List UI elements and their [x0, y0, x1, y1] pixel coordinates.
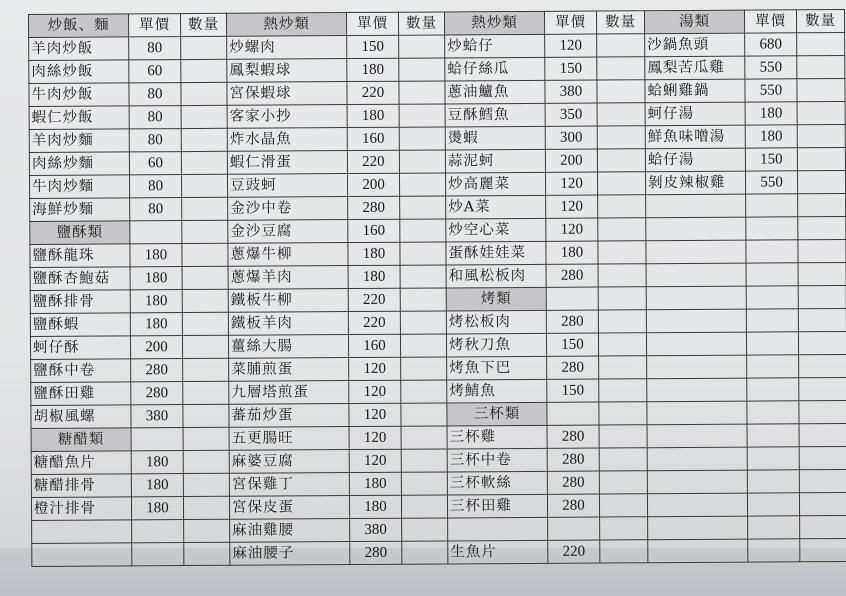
dish-price: 180 — [349, 472, 401, 495]
quantity-cell[interactable] — [798, 240, 846, 263]
dish-name — [32, 543, 132, 567]
quantity-cell[interactable] — [797, 148, 845, 171]
quantity-cell[interactable] — [598, 287, 646, 310]
dish-name: 菜脯煎蛋 — [229, 358, 349, 382]
quantity-column-header: 數量 — [596, 11, 644, 34]
quantity-column-header: 數量 — [181, 13, 227, 36]
quantity-cell[interactable] — [183, 427, 229, 450]
quantity-column-header: 數量 — [796, 10, 844, 33]
dish-name: 蔥爆羊肉 — [228, 266, 348, 290]
dish-price: 80 — [129, 175, 181, 198]
dish-name: 糖醋排骨 — [31, 474, 131, 498]
dish-name: 麻油腰子 — [230, 542, 350, 566]
dish-name — [648, 516, 748, 540]
dish-price: 280 — [131, 359, 183, 382]
dish-name: 燙蝦 — [445, 126, 545, 150]
quantity-cell[interactable] — [599, 425, 647, 448]
dish-price — [547, 402, 599, 425]
dish-name: 豆豉蚵 — [227, 174, 347, 198]
dish-name: 蛤仔湯 — [645, 148, 745, 172]
dish-name — [647, 470, 747, 494]
dish-name: 和風松板肉 — [446, 264, 546, 288]
price-column-header: 單價 — [744, 10, 796, 33]
dish-price: 280 — [547, 425, 599, 448]
dish-price: 120 — [349, 403, 401, 426]
quantity-cell[interactable] — [400, 242, 446, 265]
quantity-cell[interactable] — [799, 401, 846, 424]
dish-name: 鳳梨苦瓜雞 — [645, 56, 745, 80]
dish-price — [746, 263, 798, 286]
quantity-cell[interactable] — [183, 473, 229, 496]
dish-price: 180 — [349, 495, 401, 518]
quantity-cell[interactable] — [598, 241, 646, 264]
dish-price: 160 — [348, 219, 400, 242]
quantity-cell[interactable] — [400, 311, 446, 334]
dish-price — [747, 424, 799, 447]
dish-name — [648, 539, 748, 563]
quantity-cell[interactable] — [182, 243, 228, 266]
dish-name: 三杯雞 — [447, 425, 547, 449]
dish-price — [548, 517, 600, 540]
quantity-cell[interactable] — [401, 380, 447, 403]
dish-name: 烤鯖魚 — [447, 379, 547, 403]
dish-price: 120 — [546, 218, 598, 241]
dish-price: 150 — [745, 148, 797, 171]
quantity-cell[interactable] — [399, 58, 445, 81]
dish-price: 380 — [131, 405, 183, 428]
dish-price: 150 — [546, 333, 598, 356]
dish-price: 120 — [349, 380, 401, 403]
quantity-cell[interactable] — [797, 102, 845, 125]
quantity-cell[interactable] — [797, 79, 845, 102]
quantity-cell[interactable] — [181, 128, 227, 151]
quantity-cell[interactable] — [798, 263, 846, 286]
dish-name: 肉絲炒飯 — [29, 60, 129, 84]
quantity-cell[interactable] — [400, 288, 446, 311]
dish-price — [746, 240, 798, 263]
quantity-cell[interactable] — [183, 404, 229, 427]
dish-price: 80 — [129, 37, 181, 60]
dish-price: 150 — [347, 35, 399, 58]
quantity-cell[interactable] — [400, 196, 446, 219]
dish-name: 宮保皮蛋 — [229, 496, 349, 520]
dish-price — [132, 520, 184, 543]
quantity-cell[interactable] — [399, 104, 445, 127]
dish-name: 金沙中卷 — [228, 197, 348, 221]
quantity-cell[interactable] — [181, 174, 227, 197]
dish-name: 牛肉炒飯 — [29, 83, 129, 107]
quantity-cell[interactable] — [599, 448, 647, 471]
quantity-cell[interactable] — [597, 57, 645, 80]
quantity-cell[interactable] — [182, 220, 228, 243]
dish-price: 120 — [545, 172, 597, 195]
dish-name — [647, 378, 747, 402]
dish-name: 羊肉炒麵 — [29, 129, 129, 153]
dish-price: 680 — [745, 33, 797, 56]
quantity-cell[interactable] — [401, 403, 447, 426]
quantity-cell[interactable] — [599, 379, 647, 402]
dish-price — [747, 470, 799, 493]
dish-price: 180 — [130, 313, 182, 336]
dish-price — [747, 378, 799, 401]
price-column-header: 單價 — [129, 14, 181, 37]
dish-price: 550 — [745, 56, 797, 79]
dish-price: 280 — [350, 541, 402, 564]
dish-name: 烤松板肉 — [446, 310, 546, 334]
dish-price: 60 — [129, 152, 181, 175]
dish-price: 160 — [348, 334, 400, 357]
dish-name — [647, 355, 747, 379]
dish-name: 蛋酥娃娃菜 — [446, 241, 546, 265]
category-header: 熱炒類 — [444, 11, 544, 35]
dish-price: 200 — [545, 149, 597, 172]
quantity-cell[interactable] — [402, 518, 448, 541]
dish-name — [647, 401, 747, 425]
dish-price: 180 — [131, 474, 183, 497]
dish-name: 蔥爆牛柳 — [228, 243, 348, 267]
dish-name — [646, 194, 746, 218]
dish-name — [646, 309, 746, 333]
dish-price: 120 — [349, 426, 401, 449]
dish-name: 炒空心菜 — [446, 218, 546, 242]
dish-name: 鹽酥中卷 — [31, 359, 131, 383]
dish-name: 鐵板羊肉 — [228, 312, 348, 336]
menu-order-table — [28, 9, 846, 567]
quantity-cell[interactable] — [184, 519, 230, 542]
quantity-cell[interactable] — [599, 402, 647, 425]
dish-price: 280 — [131, 382, 183, 405]
dish-price: 350 — [545, 103, 597, 126]
dish-name — [32, 520, 132, 544]
quantity-cell[interactable] — [399, 127, 445, 150]
dish-price: 120 — [349, 357, 401, 380]
dish-name: 鳳梨蝦球 — [227, 59, 347, 83]
quantity-cell[interactable] — [600, 517, 648, 540]
quantity-cell[interactable] — [399, 150, 445, 173]
dish-price: 120 — [545, 34, 597, 57]
dish-name: 麻油雞腰 — [230, 519, 350, 543]
dish-name: 鹽酥排骨 — [30, 290, 130, 314]
dish-name: 蛤蜊雞鍋 — [645, 79, 745, 103]
dish-price — [746, 332, 798, 355]
quantity-cell[interactable] — [183, 358, 229, 381]
quantity-cell[interactable] — [182, 312, 228, 335]
quantity-cell[interactable] — [599, 356, 647, 379]
quantity-cell[interactable] — [798, 217, 846, 240]
quantity-cell[interactable] — [183, 496, 229, 519]
dish-name: 生魚片 — [448, 540, 548, 564]
dish-name — [646, 217, 746, 241]
quantity-cell[interactable] — [799, 355, 846, 378]
dish-price — [748, 516, 800, 539]
quantity-cell[interactable] — [401, 426, 447, 449]
dish-name: 剝皮辣椒雞 — [645, 171, 745, 195]
dish-name — [647, 424, 747, 448]
category-header: 熱炒類 — [226, 13, 346, 37]
dish-name: 炒蛤仔 — [445, 34, 545, 58]
dish-price: 280 — [547, 448, 599, 471]
dish-price — [747, 493, 799, 516]
quantity-cell[interactable] — [799, 447, 846, 470]
quantity-cell[interactable] — [183, 450, 229, 473]
dish-price: 280 — [348, 196, 400, 219]
dish-price: 220 — [347, 81, 399, 104]
quantity-cell[interactable] — [184, 542, 230, 565]
dish-name — [647, 447, 747, 471]
section-header: 鹽酥類 — [30, 221, 130, 245]
quantity-cell[interactable] — [597, 126, 645, 149]
quantity-cell[interactable] — [599, 471, 647, 494]
quantity-cell[interactable] — [399, 173, 445, 196]
dish-name: 鹽酥龍珠 — [30, 244, 130, 268]
quantity-cell[interactable] — [181, 36, 227, 59]
dish-price: 220 — [348, 288, 400, 311]
dish-price — [746, 286, 798, 309]
dish-price: 180 — [745, 102, 797, 125]
dish-name: 三杯中卷 — [447, 448, 547, 472]
dish-price: 80 — [130, 198, 182, 221]
quantity-cell[interactable] — [598, 195, 646, 218]
section-header: 糖醋類 — [31, 428, 131, 452]
dish-name: 炒高麗菜 — [445, 172, 545, 196]
table-row — [32, 539, 846, 567]
quantity-cell[interactable] — [800, 539, 846, 562]
quantity-cell[interactable] — [797, 33, 845, 56]
dish-name: 肉絲炒麵 — [29, 152, 129, 176]
quantity-cell[interactable] — [597, 172, 645, 195]
quantity-cell[interactable] — [598, 310, 646, 333]
quantity-cell[interactable] — [598, 264, 646, 287]
dish-name: 蕃茄炒蛋 — [229, 404, 349, 428]
dish-price: 180 — [347, 104, 399, 127]
quantity-cell[interactable] — [597, 103, 645, 126]
quantity-cell[interactable] — [798, 309, 846, 332]
dish-price — [747, 447, 799, 470]
quantity-cell[interactable] — [598, 218, 646, 241]
quantity-cell[interactable] — [598, 333, 646, 356]
dish-price — [746, 309, 798, 332]
dish-name: 蛤仔絲瓜 — [445, 57, 545, 81]
dish-name: 胡椒風螺 — [31, 405, 131, 429]
dish-name: 宮保雞丁 — [229, 473, 349, 497]
dish-price: 80 — [129, 83, 181, 106]
dish-name — [448, 517, 548, 541]
dish-price: 380 — [545, 80, 597, 103]
dish-name: 鹽酥杏鮑菇 — [30, 267, 130, 291]
dish-name — [646, 332, 746, 356]
quantity-cell[interactable] — [800, 516, 846, 539]
dish-price: 280 — [547, 471, 599, 494]
quantity-cell[interactable] — [400, 219, 446, 242]
quantity-cell[interactable] — [797, 56, 845, 79]
category-header: 炒飯、麵 — [29, 14, 129, 38]
dish-name: 炸水晶魚 — [227, 128, 347, 152]
dish-price: 180 — [347, 58, 399, 81]
dish-price: 180 — [348, 242, 400, 265]
quantity-cell[interactable] — [181, 82, 227, 105]
quantity-cell[interactable] — [597, 149, 645, 172]
quantity-cell[interactable] — [182, 197, 228, 220]
dish-price: 80 — [129, 106, 181, 129]
dish-name: 炒螺肉 — [227, 36, 347, 60]
quantity-cell[interactable] — [399, 81, 445, 104]
section-header: 烤類 — [446, 287, 546, 311]
dish-name: 蚵仔湯 — [645, 102, 745, 126]
quantity-cell[interactable] — [182, 335, 228, 358]
dish-name: 羊肉炒飯 — [29, 37, 129, 61]
dish-price: 180 — [131, 451, 183, 474]
dish-name: 薑絲大腸 — [228, 335, 348, 359]
dish-name — [646, 263, 746, 287]
dish-price — [546, 287, 598, 310]
quantity-cell[interactable] — [402, 541, 448, 564]
quantity-cell[interactable] — [401, 357, 447, 380]
dish-price: 200 — [347, 173, 399, 196]
dish-price: 220 — [347, 150, 399, 173]
section-header: 三杯類 — [447, 402, 547, 426]
dish-price — [747, 355, 799, 378]
dish-price: 160 — [347, 127, 399, 150]
dish-name: 豆酥鱈魚 — [445, 103, 545, 127]
dish-price: 60 — [129, 60, 181, 83]
quantity-cell[interactable] — [401, 472, 447, 495]
dish-price: 150 — [547, 379, 599, 402]
dish-name: 蝦仁炒飯 — [29, 106, 129, 130]
dish-name: 蚵仔酥 — [30, 336, 130, 360]
dish-name: 鮮魚味噌湯 — [645, 125, 745, 149]
category-header: 湯類 — [644, 10, 744, 34]
price-column-header: 單價 — [544, 11, 596, 34]
dish-price: 150 — [545, 57, 597, 80]
quantity-cell[interactable] — [401, 495, 447, 518]
price-column-header: 單價 — [346, 12, 398, 35]
quantity-cell[interactable] — [597, 34, 645, 57]
dish-price: 180 — [130, 290, 182, 313]
quantity-cell[interactable] — [798, 332, 846, 355]
dish-price: 220 — [548, 540, 600, 563]
quantity-cell[interactable] — [182, 266, 228, 289]
dish-name: 糖醋魚片 — [31, 451, 131, 475]
dish-name: 烤魚下巴 — [447, 356, 547, 380]
dish-price — [747, 401, 799, 424]
dish-name: 烤秋刀魚 — [446, 333, 546, 357]
dish-price: 180 — [745, 125, 797, 148]
quantity-cell[interactable] — [182, 289, 228, 312]
dish-price: 180 — [130, 244, 182, 267]
dish-name: 五更腸旺 — [229, 427, 349, 451]
dish-name — [647, 493, 747, 517]
dish-price: 180 — [130, 267, 182, 290]
quantity-cell[interactable] — [799, 378, 846, 401]
dish-name: 橙汁排骨 — [31, 497, 131, 521]
quantity-cell[interactable] — [399, 35, 445, 58]
dish-name: 蒜泥蚵 — [445, 149, 545, 173]
dish-price: 550 — [745, 79, 797, 102]
quantity-cell[interactable] — [401, 449, 447, 472]
dish-price: 280 — [546, 310, 598, 333]
dish-name: 客家小抄 — [227, 105, 347, 129]
dish-price: 380 — [350, 518, 402, 541]
dish-price: 550 — [745, 171, 797, 194]
dish-price: 200 — [130, 336, 182, 359]
quantity-cell[interactable] — [400, 334, 446, 357]
dish-price: 180 — [348, 265, 400, 288]
dish-name: 金沙豆腐 — [228, 220, 348, 244]
dish-price: 280 — [547, 356, 599, 379]
dish-name: 麻婆豆腐 — [229, 450, 349, 474]
dish-price: 80 — [129, 129, 181, 152]
quantity-cell[interactable] — [799, 493, 846, 516]
dish-name — [646, 286, 746, 310]
quantity-cell[interactable] — [181, 105, 227, 128]
dish-price: 280 — [546, 264, 598, 287]
dish-name: 牛肉炒麵 — [29, 175, 129, 199]
dish-name: 鐵板牛柳 — [228, 289, 348, 313]
dish-price — [746, 194, 798, 217]
dish-name: 三杯田雞 — [447, 494, 547, 518]
quantity-cell[interactable] — [799, 470, 846, 493]
dish-price: 180 — [131, 497, 183, 520]
dish-price: 280 — [547, 494, 599, 517]
dish-name: 蝦仁滑蛋 — [227, 151, 347, 175]
dish-price — [132, 543, 184, 566]
dish-price: 300 — [545, 126, 597, 149]
quantity-cell[interactable] — [600, 540, 648, 563]
dish-price: 180 — [546, 241, 598, 264]
dish-name — [646, 240, 746, 264]
dish-price — [131, 428, 183, 451]
dish-name: 炒A菜 — [446, 195, 546, 219]
dish-name: 蔥油鱸魚 — [445, 80, 545, 104]
quantity-column-header: 數量 — [398, 12, 444, 35]
quantity-cell[interactable] — [599, 494, 647, 517]
dish-price — [748, 539, 800, 562]
dish-name: 海鮮炒麵 — [30, 198, 130, 222]
dish-price — [746, 217, 798, 240]
quantity-cell[interactable] — [797, 125, 845, 148]
dish-price: 120 — [349, 449, 401, 472]
dish-price: 220 — [348, 311, 400, 334]
quantity-cell[interactable] — [181, 59, 227, 82]
quantity-cell[interactable] — [798, 194, 846, 217]
dish-name: 沙鍋魚頭 — [645, 33, 745, 57]
quantity-cell[interactable] — [183, 381, 229, 404]
quantity-cell[interactable] — [597, 80, 645, 103]
dish-name: 九層塔煎蛋 — [229, 381, 349, 405]
quantity-cell[interactable] — [797, 171, 845, 194]
dish-name: 宮保蝦球 — [227, 82, 347, 106]
dish-price: 120 — [546, 195, 598, 218]
dish-name: 三杯軟絲 — [447, 471, 547, 495]
quantity-cell[interactable] — [799, 424, 846, 447]
dish-price — [130, 221, 182, 244]
quantity-cell[interactable] — [181, 151, 227, 174]
dish-name: 鹽酥田雞 — [31, 382, 131, 406]
dish-name: 鹽酥蝦 — [30, 313, 130, 337]
quantity-cell[interactable] — [400, 265, 446, 288]
quantity-cell[interactable] — [798, 286, 846, 309]
